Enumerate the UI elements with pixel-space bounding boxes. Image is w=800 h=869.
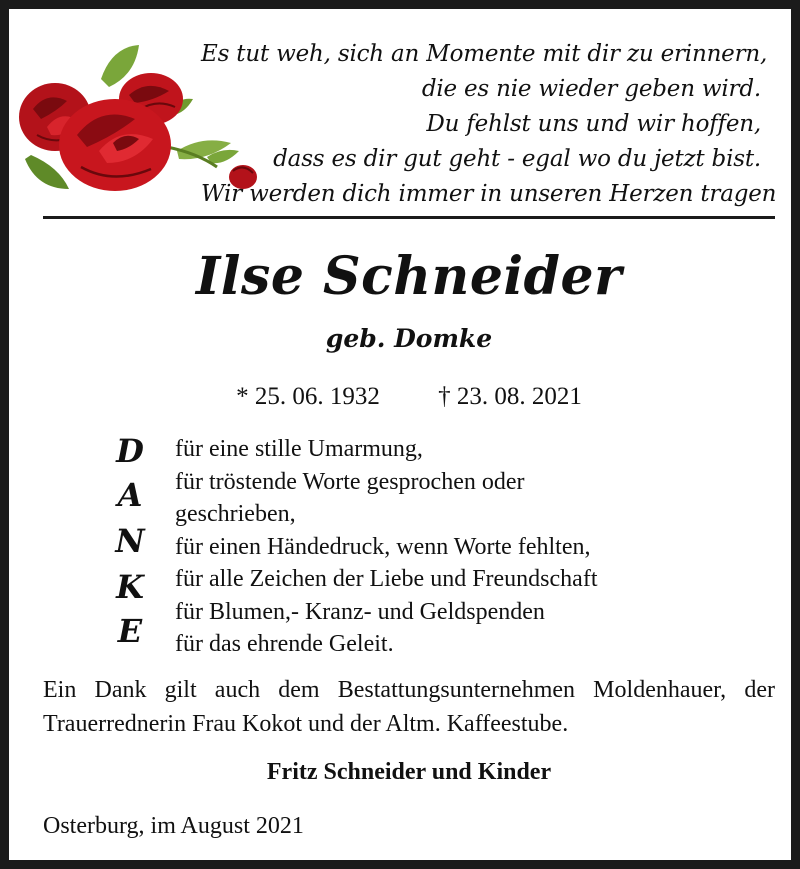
danke-letter: E: [117, 612, 143, 650]
danke-letter: N: [115, 522, 145, 560]
divider: [43, 216, 775, 219]
thanks-list: [175, 433, 775, 661]
danke-letter: A: [117, 476, 143, 514]
thanks-line: für tröstende Worte gesprochen oder: [175, 468, 525, 495]
death-date: † 23. 08. 2021: [438, 383, 582, 410]
life-dates: [9, 377, 800, 417]
danke-letter: K: [116, 568, 144, 606]
thanks-line: für das ehrende Geleit.: [175, 631, 394, 657]
thanks-line: geschrieben,: [175, 501, 296, 527]
birth-name: geb. Domke: [325, 324, 493, 353]
thanks-line: für einen Händedruck, wenn Worte fehlten,: [175, 533, 591, 560]
place-date: Osterburg, im August 2021: [43, 813, 304, 839]
poem-line: die es nie wieder geben wird.: [421, 76, 761, 102]
deceased-name: Ilse Schneider: [195, 246, 623, 307]
thanks-line: für alle Zeichen der Liebe und Freundschaft: [175, 566, 598, 592]
poem-line: Wir werden dich immer in unseren Herzen tragen: [201, 181, 777, 207]
poem-line: Du fehlst uns und wir hoffen,: [426, 111, 761, 137]
poem-line: Es tut weh, sich an Momente mit dir zu erinnern,: [201, 41, 768, 67]
thanks-line: für Blumen,- Kranz- und Geldspenden: [175, 598, 545, 625]
poem-line: dass es dir gut geht - egal wo du jetzt bist.: [273, 146, 761, 172]
poem: [201, 37, 777, 212]
thanks-line: für eine stille Umarmung,: [175, 436, 423, 462]
danke-letter: D: [116, 432, 144, 470]
additional-thanks: Ein Dank gilt auch dem Bestattungsunternehmen Moldenhauer, der Trauerrednerin Frau Kokot und der Altm. Kaffeestube.: [43, 677, 775, 737]
birth-date: * 25. 06. 1932: [236, 383, 380, 410]
signers: Fritz Schneider und Kinder: [266, 759, 552, 785]
